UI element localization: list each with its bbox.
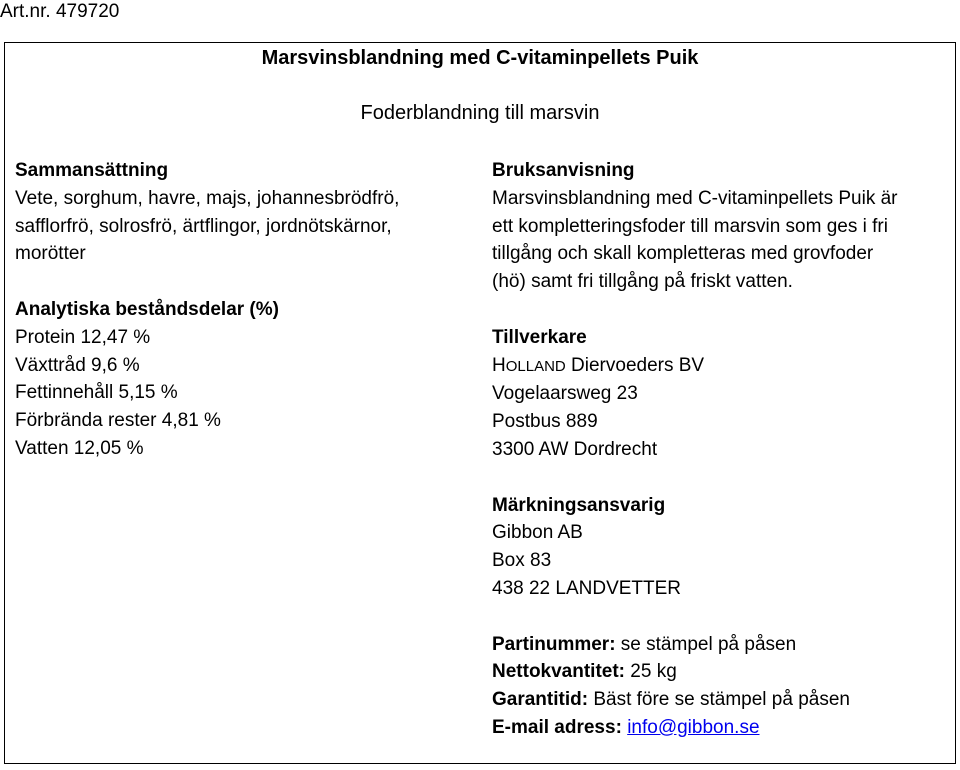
analysis-heading: Analytiska beståndsdelar (%) xyxy=(15,298,279,320)
labeling-line: Gibbon AB xyxy=(492,522,583,544)
analysis-fiber: Växttråd 9,6 % xyxy=(15,354,140,376)
composition-line: morötter xyxy=(15,243,86,265)
left-column xyxy=(15,157,465,463)
usage-line: tillgång och skall kompletteras med grovfoder xyxy=(492,243,874,265)
analysis-protein: Protein 12,47 % xyxy=(15,326,151,348)
product-title: Marsvinsblandning med C-vitaminpellets Puik xyxy=(261,47,699,69)
labeling-line: 438 22 LANDVETTER xyxy=(492,577,682,599)
email-link[interactable]: info@gibbon.se xyxy=(627,716,760,738)
usage-line: Marsvinsblandning med C-vitaminpellets Puik är xyxy=(492,187,898,209)
guarantee-period: Garantitid: Bäst före se stämpel på påsen xyxy=(492,689,850,711)
right-column xyxy=(492,157,952,742)
labeling-line: Box 83 xyxy=(492,550,552,572)
analysis-water: Vatten 12,05 % xyxy=(15,437,144,459)
manufacturer-address: Postbus 889 xyxy=(492,411,598,433)
manufacturer-name: HOLLAND Diervoeders BV xyxy=(492,354,705,376)
batch-number: Partinummer: se stämpel på påsen xyxy=(492,633,797,655)
manufacturer-heading: Tillverkare xyxy=(492,326,587,348)
manufacturer-address: Vogelaarsweg 23 xyxy=(492,383,638,405)
analysis-ash: Förbrända rester 4,81 % xyxy=(15,410,221,432)
usage-line: (hö) samt fri tillgång på friskt vatten. xyxy=(492,271,793,293)
article-number: Art.nr. 479720 xyxy=(0,1,120,22)
composition-line: safflorfrö, solrosfrö, ärtflingor, jordnötskärnor, xyxy=(15,215,392,237)
manufacturer-address: 3300 AW Dordrecht xyxy=(492,438,658,460)
usage-heading: Bruksanvisning xyxy=(492,160,635,181)
usage-line: ett kompletteringsfoder till marsvin som ges i fri xyxy=(492,215,888,237)
composition-line: Vete, sorghum, havre, majs, johannesbrödfrö, xyxy=(15,187,400,209)
net-quantity: Nettokvantitet: 25 kg xyxy=(492,661,677,683)
product-subtitle: Foderblandning till marsvin xyxy=(360,102,600,124)
composition-heading: Sammansättning xyxy=(15,160,169,181)
labeling-heading: Märkningsansvarig xyxy=(492,494,666,516)
email-address: E-mail adress: info@gibbon.se xyxy=(492,716,760,738)
analysis-fat: Fettinnehåll 5,15 % xyxy=(15,382,178,404)
